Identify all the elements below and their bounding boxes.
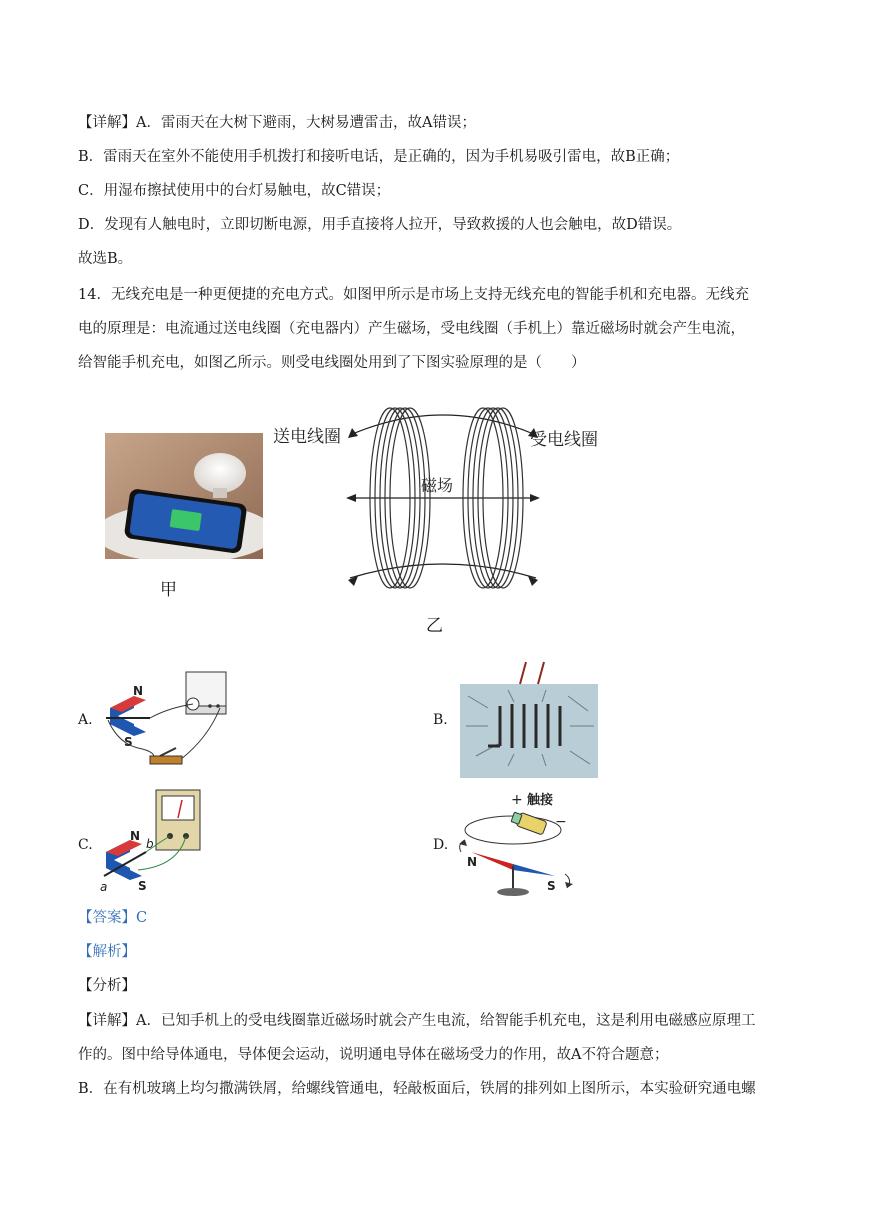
detail-line-2: 作的。图中给导体通电，导体便会运动，说明通电导体在磁场受力的作用，故A不符合题意； xyxy=(78,1047,669,1063)
option-c-a: a xyxy=(100,880,108,894)
coils-diagram xyxy=(268,400,618,600)
option-b-figure xyxy=(458,656,600,781)
option-d-n: N xyxy=(467,855,478,869)
option-c-label: C. xyxy=(78,837,93,853)
send-coil-label: 送电线圈 xyxy=(273,427,341,447)
option-d-minus: − xyxy=(555,814,567,830)
prev-conclusion: 故选B。 xyxy=(78,251,133,267)
option-a-s: S xyxy=(124,735,133,749)
prev-detail-c: C．用湿布擦拭使用中的台灯易触电，故C错误； xyxy=(78,183,391,199)
detail-line-3: B．在有机玻璃上均匀撒满铁屑，给螺线管通电，轻敲板面后，铁屑的排列如上图所示，本实验研究通电螺 xyxy=(78,1081,756,1097)
field-label: 磁场 xyxy=(421,476,454,495)
option-d-label: D. xyxy=(433,837,449,853)
option-a-figure xyxy=(98,668,233,773)
option-b-label: B. xyxy=(433,712,448,728)
receive-coil-label: 受电线圈 xyxy=(530,430,598,450)
prev-detail-d: D．发现有人触电时，立即切断电源，用手直接将人拉开，导致救援的人也会触电，故D错误。 xyxy=(78,217,682,233)
analysis-heading: 【解析】 xyxy=(78,944,136,960)
answer-text: 【答案】C xyxy=(78,910,148,926)
prev-detail-b: B．雷雨天在室外不能使用手机拨打和接听电话，是正确的，因为手机易吸引雷电，故B正确； xyxy=(78,149,680,165)
option-a-n: N xyxy=(133,684,144,698)
prev-detail-a: 【详解】A．雷雨天在大树下避雨，大树易遭雷击，故A错误； xyxy=(78,115,476,131)
option-a-label: A. xyxy=(78,712,93,728)
option-d-figure xyxy=(455,790,585,900)
option-d-plus: + xyxy=(511,792,523,808)
label-jia: 甲 xyxy=(160,580,177,600)
question-line-2: 电的原理是：电流通过送电线圈（充电器内）产生磁场，受电线圈（手机上）靠近磁场时就会产生电流， xyxy=(78,321,745,337)
option-c-b: b xyxy=(146,837,154,851)
question-line-1: 14．无线充电是一种更便捷的充电方式。如图甲所示是市场上支持无线充电的智能手机和充电器。无线充 xyxy=(78,287,749,303)
option-c-figure xyxy=(98,786,210,894)
label-yi: 乙 xyxy=(426,616,443,636)
option-d-s: S xyxy=(547,879,556,893)
fenxi-heading: 【分析】 xyxy=(78,978,136,994)
option-c-n: N xyxy=(130,829,141,843)
question-line-3: 给智能手机充电，如图乙所示。则受电线圈处用到了下图实验原理的是（ ） xyxy=(78,355,586,371)
option-d-touch: 触接 xyxy=(527,793,554,808)
phone-photo xyxy=(105,433,263,559)
option-c-s: S xyxy=(138,879,147,893)
detail-line-1: 【详解】A．已知手机上的受电线圈靠近磁场时就会产生电流，给智能手机充电，这是利用电磁感应原理工 xyxy=(78,1013,756,1029)
